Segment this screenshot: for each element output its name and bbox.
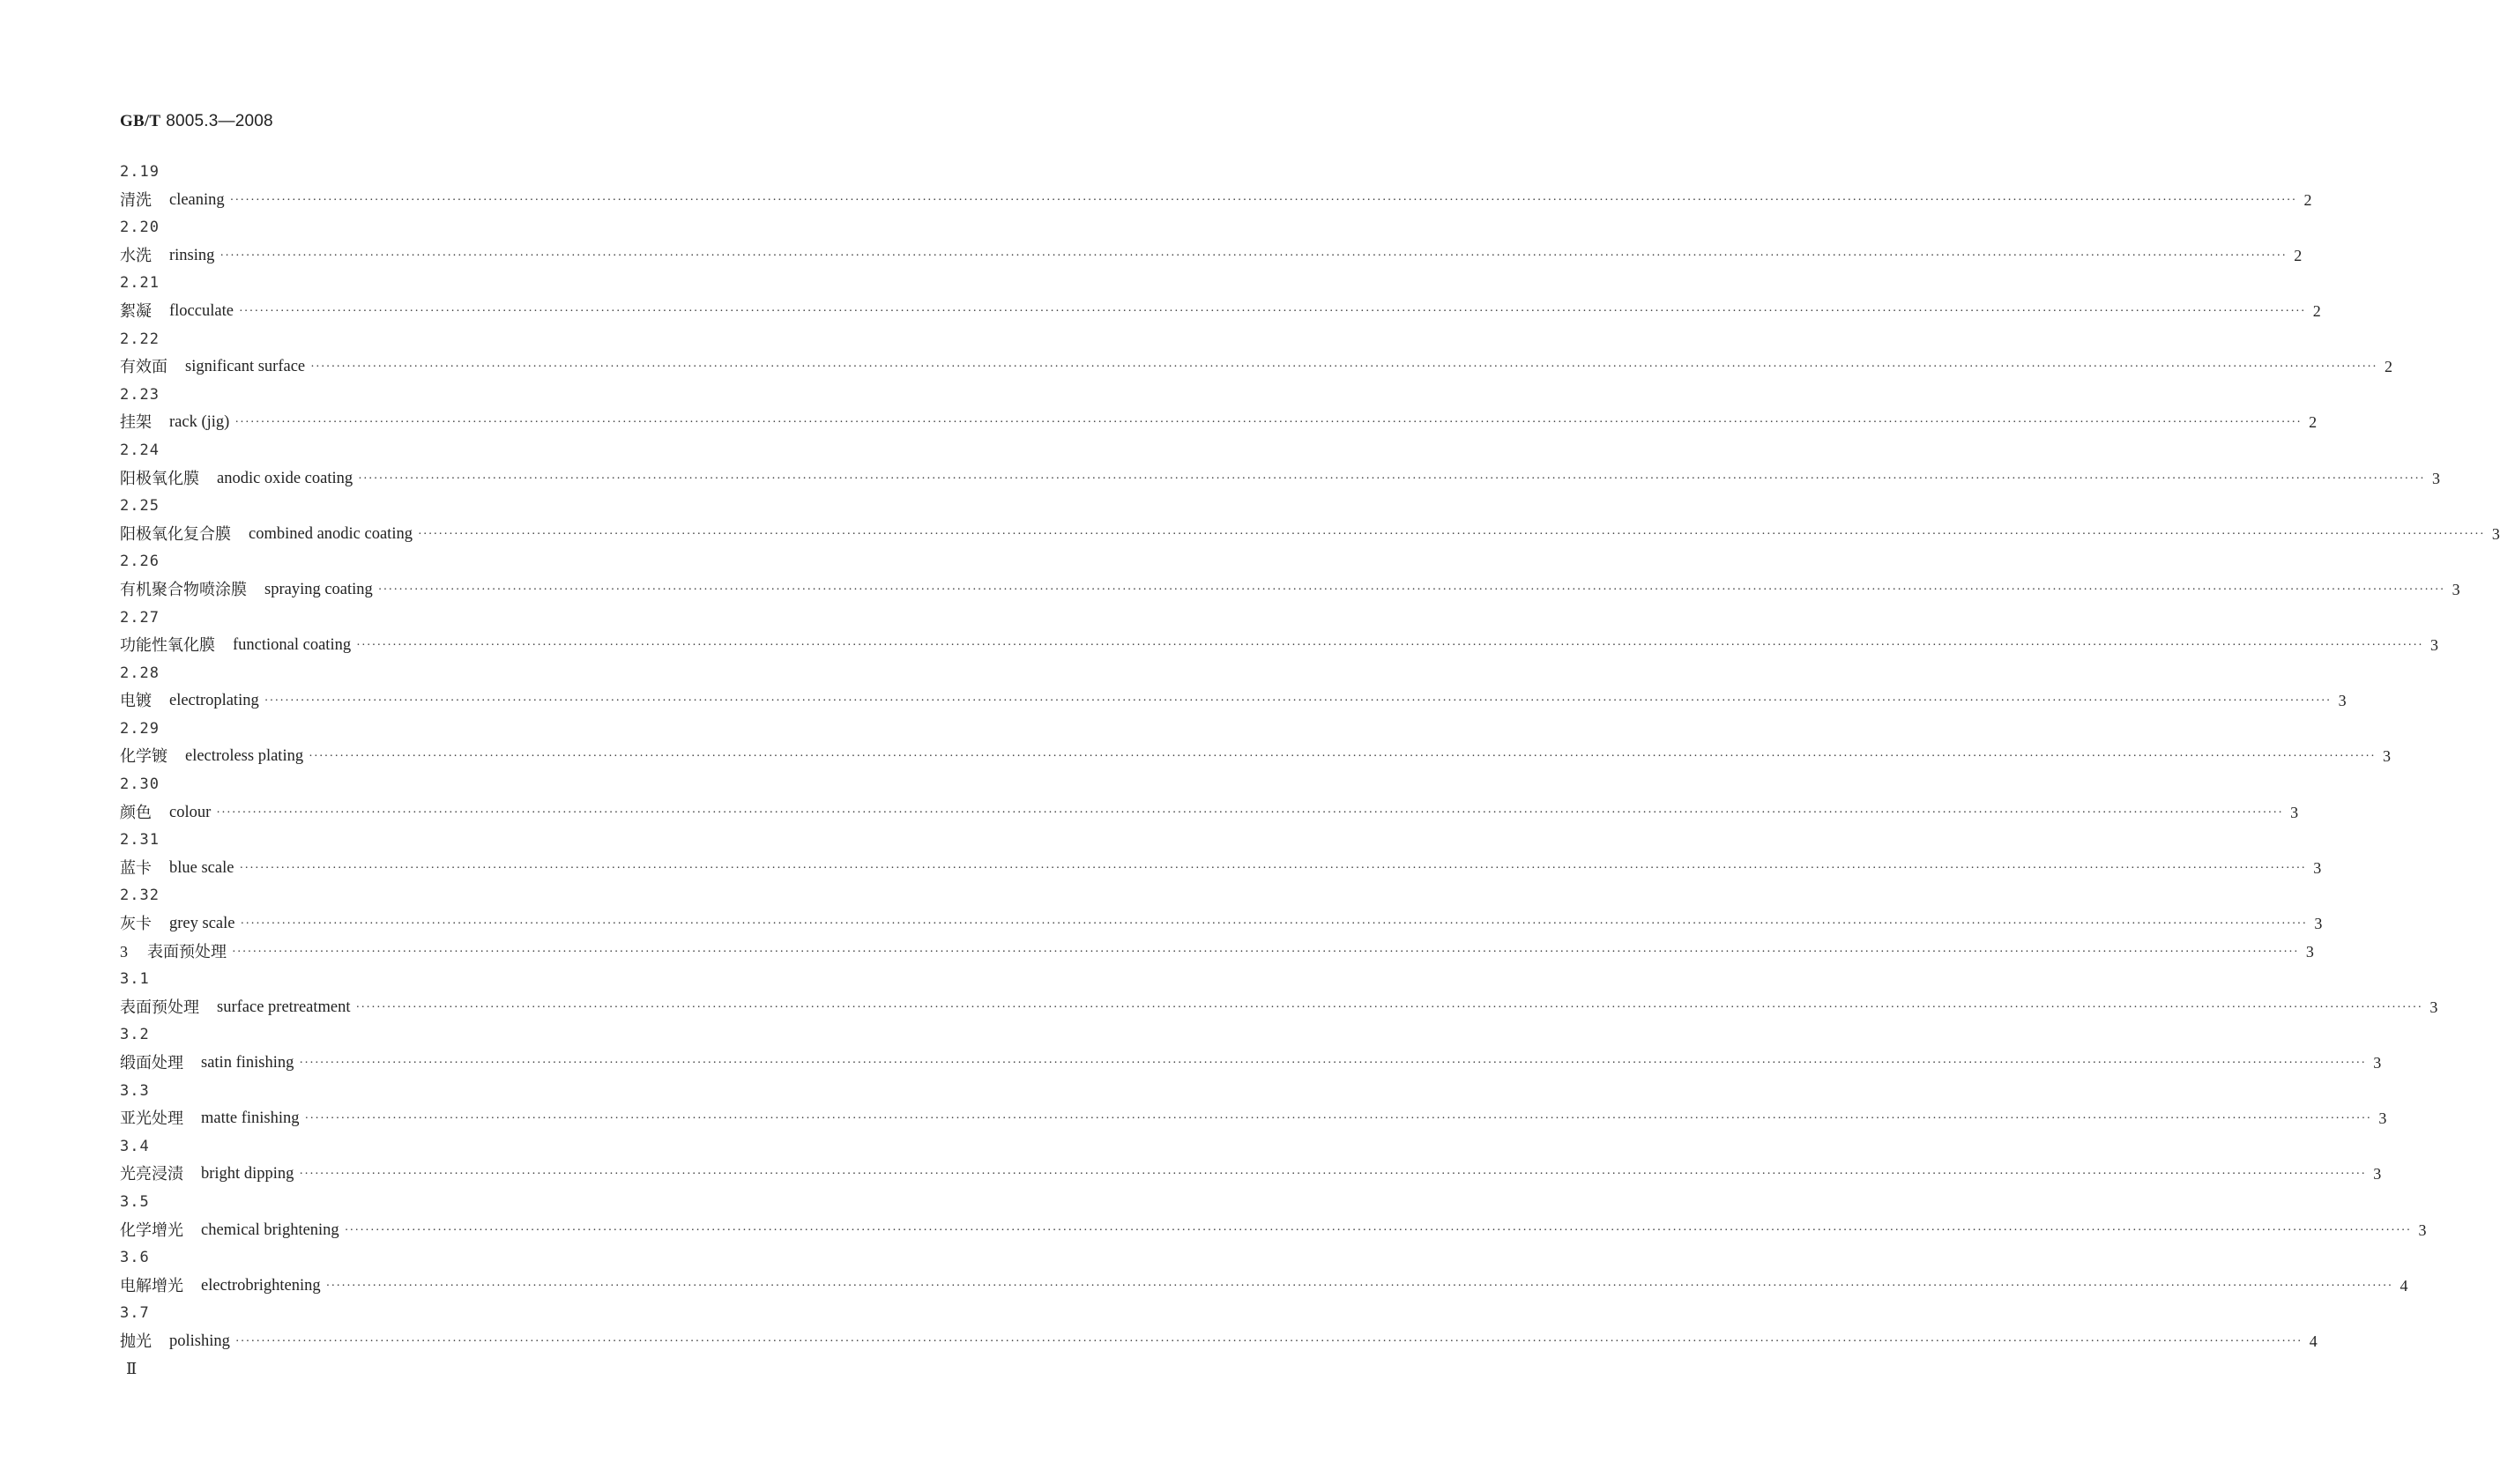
term-english: spraying coating [264,580,373,598]
dot-leader: ················································································································································································································································································································································································································ [239,861,2307,875]
term-chinese: 化学增光 [120,1221,183,1240]
dot-leader: ················································································································································································································································································································································································································ [264,694,2332,709]
term-english: combined anodic coating [249,524,413,543]
toc-entry [120,242,2303,271]
term-english: electroplating [169,692,259,710]
toc-entry [120,799,2299,827]
term-english: blue scale [169,858,234,877]
dot-leader: ················································································································································································································································································································································································································ [358,471,2425,486]
page-reference: 2 [2384,358,2392,376]
term-chinese: 表面预处理 [147,942,227,961]
term-chinese: 有机聚合物喷涂膜 [120,580,247,599]
clause-number: 2.21 [120,274,160,293]
toc-entry [120,687,2347,716]
term-chinese: 功能性氧化膜 [120,636,215,656]
dot-leader: ················································································································································································································································································································································································································ [234,416,2303,430]
dot-leader: ················································································································································································································································································································································································································ [234,1334,2303,1348]
page-reference: 3 [2290,803,2299,821]
term-english: matte finishing [201,1109,300,1128]
clause-number: 2.19 [120,163,160,181]
dot-leader: ················································································································································································································································································································································································································ [309,750,2376,764]
page-reference: 4 [2309,1332,2318,1350]
page-reference: 3 [2418,1221,2427,1239]
dot-leader: ················································································································································································································································································································································································································ [344,1223,2412,1237]
term-english: bright dipping [201,1165,294,1183]
document-header [120,111,273,131]
term-chinese: 亚光处理 [120,1109,183,1129]
term-chinese: 抛光 [120,1332,152,1351]
page-reference: 3 [2373,1165,2382,1183]
clause-number: 2.32 [120,887,160,905]
page-reference: 3 [2431,469,2440,487]
section-number: 3 [120,942,128,961]
standard-number: 8005.3—2008 [166,112,273,130]
toc-entry [120,465,2440,493]
term-chinese: 缎面处理 [120,1054,183,1072]
page-reference: 2 [2309,413,2318,432]
term-english: rack (jig) [169,413,230,432]
page-reference: 3 [2313,858,2322,877]
clause-number: 2.31 [120,831,160,850]
toc-entry [120,1273,2408,1301]
toc-entry [120,1050,2382,1078]
dot-leader: ················································································································································································································································································································································································································ [355,1000,2423,1014]
term-english: electrobrightening [201,1276,321,1295]
dot-leader: ················································································································································································································································································································································································································ [356,639,2423,653]
clause-number: 2.30 [120,775,160,794]
toc-entry [120,1217,2427,1245]
page-reference: 4 [2400,1276,2408,1295]
term-chinese: 表面预处理 [120,998,199,1017]
term-english: significant surface [185,358,306,376]
clause-number: 3.1 [120,970,150,989]
clause-number: 2.28 [120,664,160,682]
clause-number: 2.22 [120,330,160,348]
term-english: colour [169,803,212,821]
clause-number: 2.20 [120,219,160,237]
toc-entry [120,1105,2387,1133]
dot-leader: ················································································································································································································································································································································································································ [304,1112,2372,1126]
page-reference: 3 [2378,1109,2387,1128]
page-reference: 2 [2294,246,2303,264]
page-reference: 3 [2314,915,2323,933]
dot-leader: ················································································································································································································································································································································································································ [299,1168,2367,1182]
toc-entry [120,521,2500,549]
term-chinese: 电镀 [120,692,152,711]
clause-number: 3.4 [120,1137,150,1155]
page-reference: 2 [2312,301,2321,320]
clause-number: 2.25 [120,497,160,516]
dot-leader: ················································································································································································································································································································································································································ [240,917,2308,931]
dot-leader: ················································································································································································································································································································································································································ [238,304,2306,318]
term-chinese: 光亮浸渍 [120,1165,183,1184]
term-english: rinsing [169,246,215,264]
term-chinese: 挂架 [120,413,152,433]
clause-number: 2.26 [120,553,160,571]
table-of-contents [120,159,2500,1356]
term-english: cleaning [169,190,225,209]
term-english: electroless plating [185,747,304,766]
page-reference: 3 [2491,524,2500,543]
toc-entry [120,994,2438,1022]
term-chinese: 灰卡 [120,915,152,934]
toc-entry [120,910,2323,939]
clause-number: 3.7 [120,1304,150,1323]
toc-entry [120,1328,2318,1356]
term-chinese: 水洗 [120,246,152,265]
clause-number: 3.3 [120,1081,150,1100]
term-chinese: 阳极氧化复合膜 [120,524,231,544]
term-english: chemical brightening [201,1221,339,1239]
dot-leader: ················································································································································································································································································································································································································ [310,360,2377,375]
page-reference: 2 [2303,190,2312,209]
dot-leader: ················································································································································································································································································································································································································ [325,1279,2393,1293]
term-english: flocculate [169,301,234,320]
term-chinese: 清洗 [120,190,152,210]
term-english: surface pretreatment [217,998,351,1016]
dot-leader: ················································································································································································································································································································································································································ [417,527,2485,541]
term-chinese: 有效面 [120,358,167,377]
clause-number: 3.5 [120,1192,150,1211]
clause-number: 2.23 [120,385,160,404]
page-number-footer: Ⅱ [126,1360,138,1377]
term-chinese: 电解增光 [120,1276,183,1295]
dot-leader: ················································································································································································································································································································································································································ [299,1057,2367,1070]
toc-entry [120,855,2322,883]
page-reference: 3 [2305,942,2314,961]
term-chinese: 阳极氧化膜 [120,469,199,488]
term-chinese: 絮凝 [120,301,152,321]
term-english: satin finishing [201,1054,294,1072]
page-reference: 3 [2338,692,2347,710]
toc-entry [120,632,2438,660]
toc-section-entry [120,939,2314,967]
clause-number: 3.2 [120,1026,150,1044]
page-reference: 3 [2373,1054,2382,1072]
toc-entry [120,353,2392,382]
page-reference: 3 [2429,636,2438,655]
clause-number: 2.24 [120,441,160,459]
standard-code: GB/T [120,112,161,130]
toc-entry [120,1161,2382,1189]
page-reference: 3 [2452,580,2460,598]
term-english: functional coating [233,636,352,655]
toc-entry [120,298,2321,326]
clause-number: 3.6 [120,1249,150,1267]
term-chinese: 蓝卡 [120,858,152,878]
term-english: grey scale [169,915,235,933]
clause-number: 2.27 [120,608,160,627]
dot-leader: ················································································································································································································································································································································································································ [229,193,2297,207]
dot-leader: ················································································································································································································································································································································································································ [216,805,2284,820]
toc-entry [120,409,2318,437]
toc-entry [120,187,2312,215]
toc-entry [120,743,2391,771]
page-reference: 3 [2382,747,2391,766]
toc-entry [120,576,2460,605]
page-reference: 3 [2429,998,2438,1016]
term-chinese: 颜色 [120,803,152,822]
term-english: polishing [169,1332,230,1350]
dot-leader: ················································································································································································································································································································································································································ [232,945,2299,959]
dot-leader: ················································································································································································································································································································································································································ [219,249,2288,263]
term-chinese: 化学镀 [120,747,167,767]
term-english: anodic oxide coating [217,469,353,487]
dot-leader: ················································································································································································································································································································································································································ [377,582,2445,597]
clause-number: 2.29 [120,719,160,738]
